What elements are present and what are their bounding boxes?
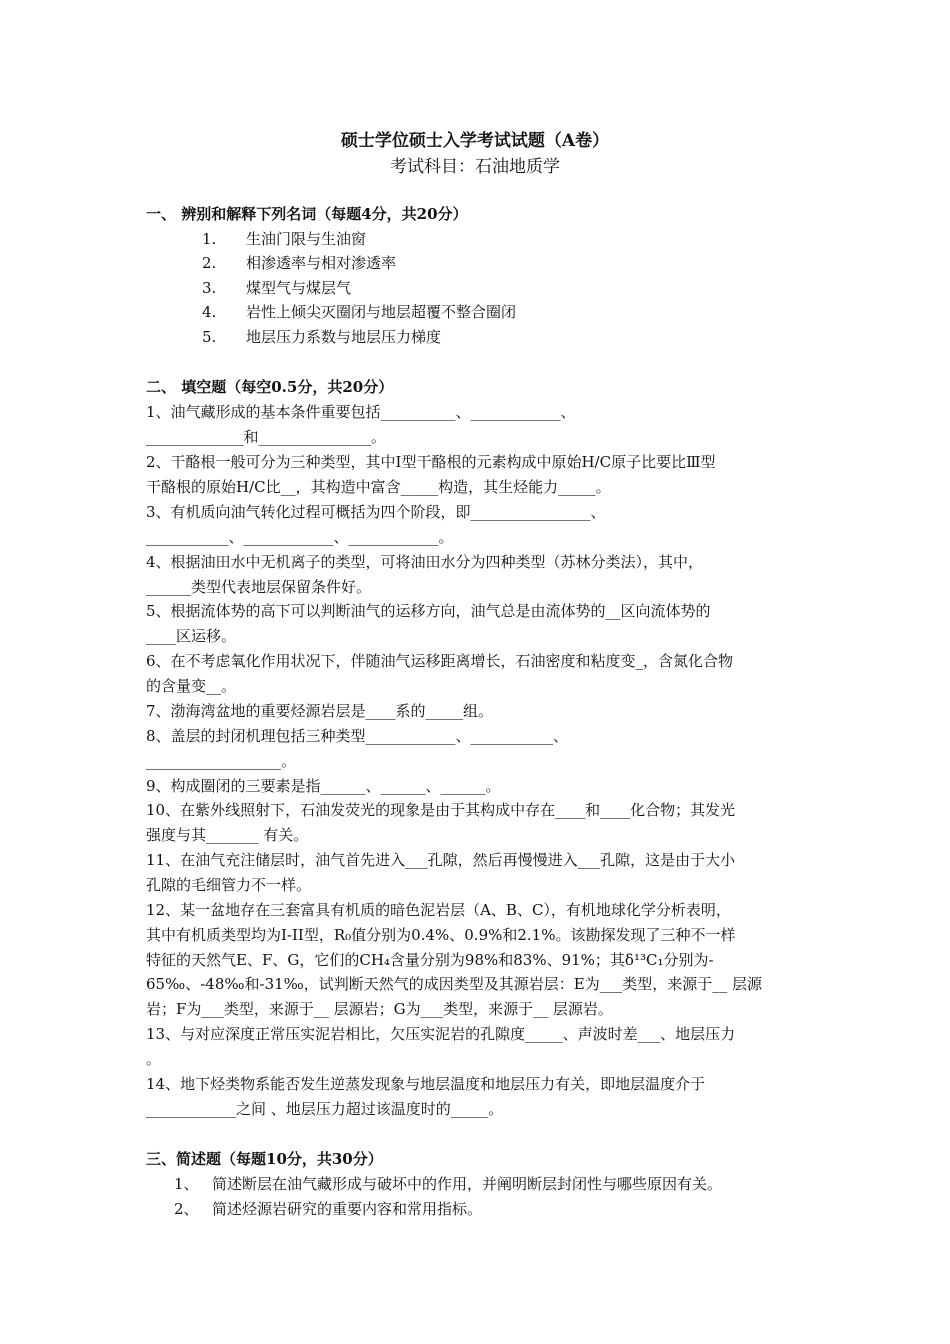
section3-item xyxy=(174,1198,482,1219)
fill-line: 岩；F为___类型，来源于__ 层源岩；G为___类型，来源于__ 层源岩。 xyxy=(146,1000,613,1018)
fill-line: 8、盖层的封闭机理包括三种类型____________、___________、 xyxy=(146,727,569,745)
item-text: 简述断层在油气藏形成与破坏中的作用，并阐明断层封闭性与哪些原因有关。 xyxy=(212,1175,723,1193)
fill-line: 4、根据油田水中无机离子的类型，可将油田水分为四种类型（苏林分类法），其中， xyxy=(146,553,704,571)
fill-line: 12、某一盆地存在三套富具有机质的暗色泥岩层（A、B、C），有机地球化学分析表明， xyxy=(146,901,731,919)
item-number: 5. xyxy=(202,328,217,346)
item-number: 2、 xyxy=(174,1200,199,1218)
fill-line: 65‰、-48‰和-31‰，试判断天然气的成因类型及其源岩层：E为___类型，来源于__ 层源 xyxy=(146,975,762,993)
fill-line: 强度与其_______ 有关。 xyxy=(146,826,309,844)
fill-line: 特征的天然气E、F、G，它们的CH₄含量分别为98%和83%、91%；其δ¹³C₁分别为- xyxy=(146,951,714,969)
fill-line: 13、与对应深度正常压实泥岩相比，欠压实泥岩的孔隙度_____、声波时差___、地层压力 xyxy=(146,1025,736,1043)
exam-subject: 考试科目：石油地质学 xyxy=(390,157,560,177)
fill-line: 的含量变__。 xyxy=(146,677,237,695)
fill-line: __________________。 xyxy=(146,752,297,770)
fill-line: 。 xyxy=(146,1050,162,1068)
fill-line: 5、根据流体势的高下可以判断油气的运移方向，油气总是由流体势的__区向流体势的 xyxy=(146,602,711,620)
section1-heading: 一、 辨别和解释下列名词（每题4分，共20分） xyxy=(146,205,468,223)
fill-line: ____区运移。 xyxy=(146,627,237,645)
fill-line: 7、渤海湾盆地的重要烃源岩层是____系的_____组。 xyxy=(146,702,494,720)
fill-line: 1、油气藏形成的基本条件重要包括__________、____________、 xyxy=(146,403,576,421)
fill-line: _____________和_______________。 xyxy=(146,428,387,446)
section2-heading: 二、 填空题（每空0.5分，共20分） xyxy=(146,378,394,396)
section1-item xyxy=(202,277,351,298)
item-text: 岩性上倾尖灭圈闭与地层超覆不整合圈闭 xyxy=(246,303,517,321)
section3-item xyxy=(174,1173,722,1194)
item-number: 2. xyxy=(202,254,217,272)
fill-line: ______类型代表地层保留条件好。 xyxy=(146,578,372,596)
fill-line: 2、干酪根一般可分为三种类型，其中Ⅰ型干酪根的元素构成中原始H/C原子比要比Ⅲ型 xyxy=(146,453,716,471)
section1-item xyxy=(202,228,366,249)
section3-heading: 三、简述题（每题10分，共30分） xyxy=(146,1150,383,1168)
item-number: 3. xyxy=(202,279,217,297)
fill-line: 10、在紫外线照射下，石油发荧光的现象是由于其构成中存在____和____化合物；其发光 xyxy=(146,801,736,819)
item-text: 相渗透率与相对渗透率 xyxy=(246,254,397,272)
fill-line: ____________之间 、地层压力超过该温度时的_____。 xyxy=(146,1100,504,1118)
fill-line: 孔隙的毛细管力不一样。 xyxy=(146,876,312,894)
item-number: 1、 xyxy=(174,1175,199,1193)
fill-line: 其中有机质类型均为I-II型，R₀值分别为0.4%、0.9%和2.1%。该勘探发现了三种不一样 xyxy=(146,926,736,944)
item-number: 1. xyxy=(202,230,217,248)
item-text: 生油门限与生油窗 xyxy=(246,230,367,248)
fill-line: 14、地下烃类物系能否发生逆蒸发现象与地层温度和地层压力有关，即地层温度介于 xyxy=(146,1075,706,1093)
fill-line: 干酪根的原始H/C比__，其构造中富含_____构造，其生烃能力_____。 xyxy=(146,478,611,496)
item-text: 简述烃源岩研究的重要内容和常用指标。 xyxy=(212,1200,483,1218)
item-text: 地层压力系数与地层压力梯度 xyxy=(246,328,442,346)
item-number: 4. xyxy=(202,303,217,321)
fill-line: 11、在油气充注储层时，油气首先进入___孔隙，然后再慢慢进入___孔隙，这是由于大小 xyxy=(146,851,736,869)
item-text: 煤型气与煤层气 xyxy=(246,279,352,297)
fill-line: 3、有机质向油气转化过程可概括为四个阶段，即________________、 xyxy=(146,503,606,521)
fill-line: 9、构成圈闭的三要素是指______、______、______。 xyxy=(146,777,501,795)
fill-line: 6、在不考虑氧化作用状况下，伴随油气运移距离增长，石油密度和粘度变_，含氮化合物 xyxy=(146,652,734,670)
section1-item xyxy=(202,252,396,273)
section1-item xyxy=(202,326,441,347)
fill-line: ___________、____________、____________。 xyxy=(146,528,454,546)
section1-item xyxy=(202,301,516,322)
exam-title: 硕士学位硕士入学考试试题（A卷） xyxy=(340,131,610,151)
